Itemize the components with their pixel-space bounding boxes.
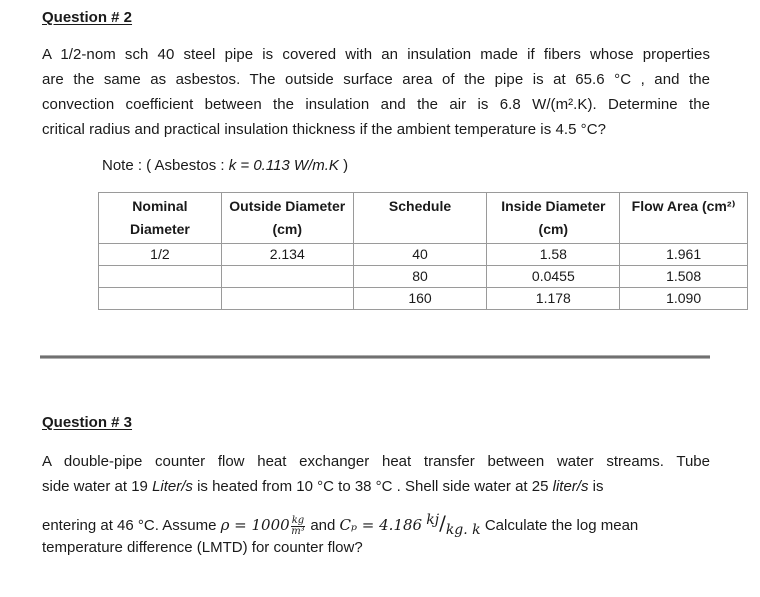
cp-unit-den: kg. k: [445, 522, 481, 538]
table-row: [99, 244, 748, 266]
q3-unit: liter/s: [552, 478, 589, 495]
table-cell: [221, 266, 353, 288]
rho-unit-den: m³: [291, 525, 305, 537]
table-cell: 1.508: [620, 266, 748, 288]
note-prefix: Note : ( Asbestos :: [102, 157, 229, 174]
table-row: [99, 288, 748, 310]
asbestos-note: [102, 157, 348, 174]
header-outside-diameter: Outside Diameter (cm): [221, 193, 353, 244]
section-divider: [40, 355, 710, 359]
q3-text-segment: is heated from 10 °C to 38 °C . Shell side water at 25: [192, 478, 553, 495]
q3-text-segment: Calculate the log mean: [480, 517, 639, 534]
question-2-line: are the same as asbestos. The outside surface area of the pipe is at 65.6 °C , and the: [42, 71, 710, 88]
question-2-heading: Question # 2: [42, 9, 133, 26]
q3-unit: Liter/s: [152, 478, 193, 495]
table-cell: 40: [353, 244, 487, 266]
table-cell: [221, 288, 353, 310]
table-cell: 1.178: [487, 288, 620, 310]
note-formula: k = 0.113 W/m.K: [228, 157, 339, 174]
table-cell: 1/2: [99, 244, 222, 266]
q3-text-segment: side water at 19: [42, 478, 153, 495]
pipe-data-table: [98, 192, 748, 310]
table-cell: 1.961: [620, 244, 748, 266]
table-cell: 0.0455: [487, 266, 620, 288]
rho-unit-fraction: [291, 516, 305, 537]
question-3-line: temperature difference (LMTD) for counter flow?: [42, 539, 363, 556]
table-cell: 1.58: [487, 244, 620, 266]
rho-unit-num: kg: [291, 514, 305, 526]
table-cell: 160: [353, 288, 487, 310]
table-header-row: [99, 193, 748, 244]
cp-unit-num: kj: [426, 512, 440, 528]
q3-line2-text: [42, 474, 603, 499]
table-cell: 80: [353, 266, 487, 288]
table-cell: 1.090: [620, 288, 748, 310]
table-row: [99, 266, 748, 288]
header-inside-diameter: Inside Diameter (cm): [487, 193, 620, 244]
table-cell: [99, 266, 222, 288]
question-2-line: critical radius and practical insulation thickness if the ambient temperature is 4.5 °C?: [42, 121, 606, 138]
q3-text-segment: entering at 46 °C. Assume: [42, 517, 221, 534]
note-suffix: ): [338, 157, 349, 174]
question-2-line: convection coefficient between the insulation and the air is 6.8 W/(m².K). Determine the: [42, 96, 710, 113]
question-3-text: [42, 449, 710, 560]
header-flow-area: Flow Area (cm²⁾: [620, 193, 748, 244]
question-2-line: A 1/2-nom sch 40 steel pipe is covered with an insulation made if fibers whose properties: [42, 46, 710, 63]
fraction-slash: /: [439, 511, 446, 535]
q3-text-segment: is: [588, 478, 604, 495]
cp-expression: Cₚ = 4.186: [339, 516, 423, 534]
q3-text-segment: and: [306, 517, 340, 534]
question-3-line: [42, 474, 710, 499]
table-cell: [99, 288, 222, 310]
header-nominal-diameter: Nominal Diameter: [99, 193, 222, 244]
rho-expression: ρ = 1000: [220, 516, 290, 534]
question-3-heading: Question # 3: [42, 414, 133, 431]
question-3-line: A double-pipe counter flow heat exchanger heat transfer between water streams. Tube: [42, 453, 710, 470]
header-schedule: Schedule: [353, 193, 487, 244]
question-2-text: [42, 42, 710, 142]
table-cell: 2.134: [221, 244, 353, 266]
